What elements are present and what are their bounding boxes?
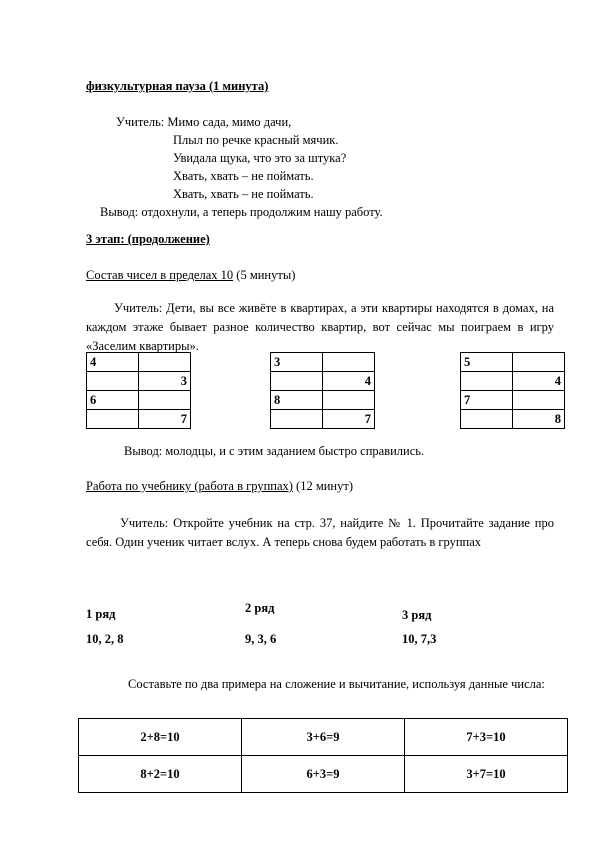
pause-conclusion: Вывод: отдохнули, а теперь продолжим нашу работу. bbox=[100, 205, 383, 219]
poem-line: Хвать, хвать – не поймать. bbox=[173, 169, 314, 183]
house-cell bbox=[139, 391, 191, 410]
group-numbers: 9, 3, 6 bbox=[245, 632, 277, 646]
group-label: 1 ряд bbox=[86, 607, 116, 621]
composition-conclusion: Вывод: молодцы, и с этим заданием быстро справились. bbox=[124, 444, 425, 458]
composition-duration: (5 минуты) bbox=[233, 268, 296, 282]
house-cell bbox=[513, 391, 565, 410]
house-cell: 8 bbox=[513, 410, 565, 429]
house-table-2 bbox=[270, 352, 375, 429]
house-cell: 4 bbox=[323, 372, 375, 391]
house-cell: 4 bbox=[513, 372, 565, 391]
poem-line: Плыл по речке красный мячик. bbox=[173, 133, 339, 147]
group-numbers: 10, 7,3 bbox=[402, 632, 437, 646]
house-cell bbox=[513, 353, 565, 372]
house-cell bbox=[271, 372, 323, 391]
pause-heading: физкультурная пауза (1 минута) bbox=[86, 79, 269, 93]
house-cell bbox=[461, 372, 513, 391]
example-cell: 7+3=10 bbox=[405, 719, 568, 756]
house-cell: 8 bbox=[271, 391, 323, 410]
house-cell bbox=[461, 410, 513, 429]
house-cell bbox=[139, 353, 191, 372]
house-cell bbox=[323, 353, 375, 372]
group-label: 2 ряд bbox=[245, 601, 275, 615]
textbook-heading bbox=[86, 479, 353, 494]
textbook-duration: (12 минут) bbox=[292, 479, 353, 493]
house-cell: 7 bbox=[461, 391, 513, 410]
examples-table bbox=[78, 718, 568, 793]
house-cell: 5 bbox=[461, 353, 513, 372]
example-cell: 3+7=10 bbox=[405, 756, 568, 793]
example-cell: 6+3=9 bbox=[242, 756, 405, 793]
house-cell bbox=[87, 410, 139, 429]
example-cell: 2+8=10 bbox=[79, 719, 242, 756]
group-numbers: 10, 2, 8 bbox=[86, 632, 124, 646]
house-cell bbox=[271, 410, 323, 429]
house-cell: 6 bbox=[87, 391, 139, 410]
house-cell: 3 bbox=[139, 372, 191, 391]
example-cell: 3+6=9 bbox=[242, 719, 405, 756]
house-cell: 4 bbox=[87, 353, 139, 372]
composition-teacher-text: Учитель: Дети, вы все живёте в квартирах, а эти квартиры находятся в домах, на каждом этаже бывает разное количество квартир, вот сейчас мы поиграем в игру «Заселим квартиры». bbox=[86, 301, 554, 353]
house-cell: 7 bbox=[139, 410, 191, 429]
house-cell bbox=[323, 391, 375, 410]
group-label: 3 ряд bbox=[402, 608, 432, 622]
house-cell: 3 bbox=[271, 353, 323, 372]
poem-line: Увидала щука, что это за штука? bbox=[173, 151, 347, 165]
stage-heading: 3 этап: (продолжение) bbox=[86, 232, 210, 246]
textbook-title: Работа по учебнику (работа в группах) bbox=[86, 479, 293, 493]
textbook-task: Составьте по два примера на сложение и вычитание, используя данные числа: bbox=[128, 677, 545, 691]
house-cell bbox=[87, 372, 139, 391]
house-table-1 bbox=[86, 352, 191, 429]
example-cell: 8+2=10 bbox=[79, 756, 242, 793]
house-table-3 bbox=[460, 352, 565, 429]
textbook-teacher-text: Учитель: Откройте учебник на стр. 37, найдите № 1. Прочитайте задание про себя. Один ученик читает вслух. А теперь снова будем работать в группах bbox=[86, 516, 554, 549]
poem-line: Хвать, хвать – не поймать. bbox=[173, 187, 314, 201]
house-cell: 7 bbox=[323, 410, 375, 429]
composition-heading bbox=[86, 268, 295, 283]
composition-title: Состав чисел в пределах 10 bbox=[86, 268, 234, 282]
poem-line: Учитель: Мимо сада, мимо дачи, bbox=[116, 115, 292, 129]
